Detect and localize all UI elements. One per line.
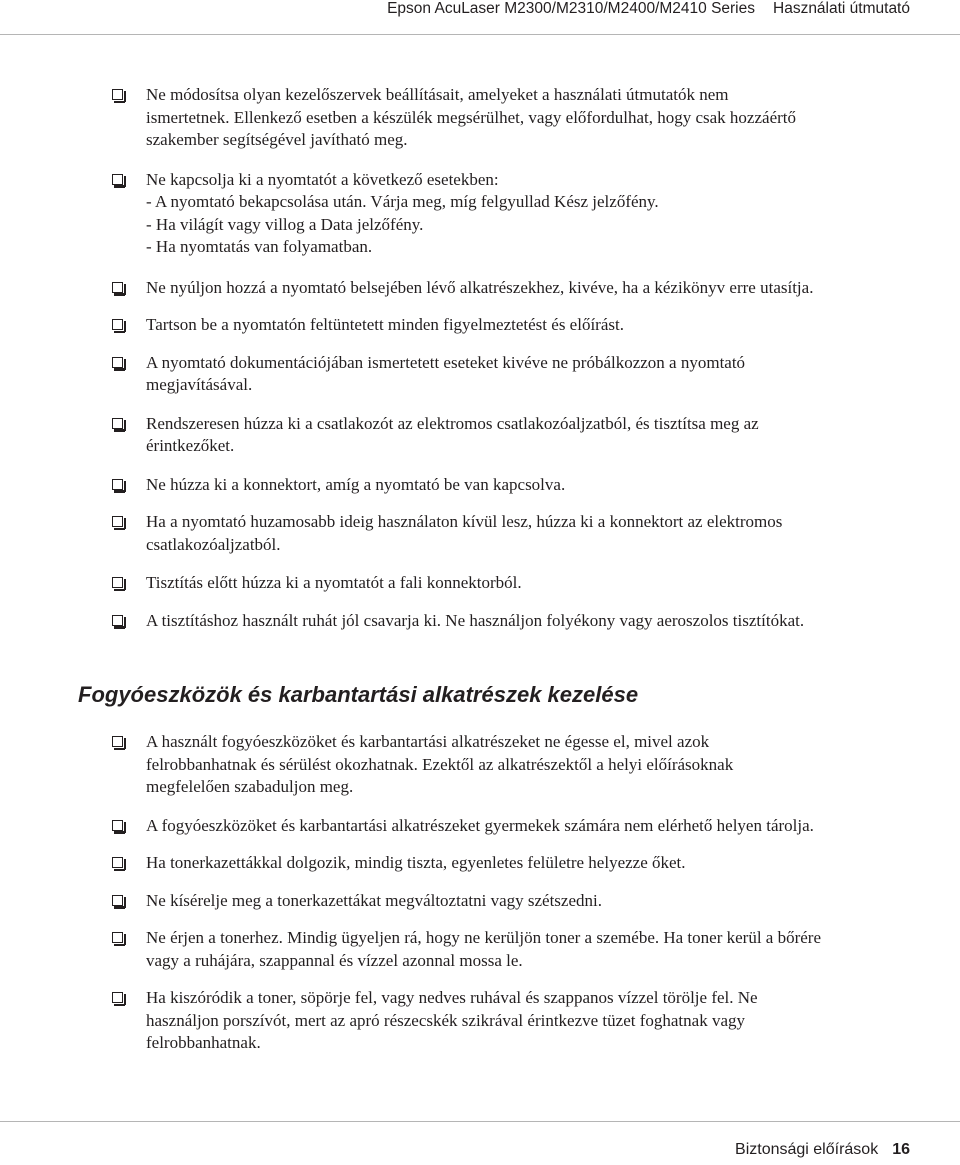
consumables-list xyxy=(112,731,892,1055)
header-divider xyxy=(0,34,960,35)
list-item-text: Ne módosítsa olyan kezelőszervek beállításait, amelyeket a használati útmutatók nem ismertetnek. Ellenkező esetben a készülék megsérülhet, vagy előfordulhat, hogy csak hozzáértő szakember segítségével javítható meg. xyxy=(146,85,797,149)
checkbox-bullet-icon xyxy=(112,479,123,490)
checkbox-bullet-icon xyxy=(112,895,123,906)
list-item xyxy=(112,815,892,838)
list-item-text: Tartson be a nyomtatón feltüntetett minden figyelmeztetést és előírást. xyxy=(146,315,624,334)
checkbox-bullet-icon xyxy=(112,820,123,831)
safety-list xyxy=(112,84,892,632)
list-item-text: Ha a nyomtató huzamosabb ideig használaton kívül lesz, húzza ki a konnektort az elektromos csatlakozóaljzatból. xyxy=(146,512,783,554)
checkbox-bullet-icon xyxy=(112,577,123,588)
list-item-text: A használt fogyóeszközöket és karbantartási alkatrészeket ne égesse el, mivel azok felrobbanhatnak és sérülést okozhatnak. Ezektől az alkatrészektől a helyi előírásoknak megfelelően szabaduljon meg. xyxy=(146,732,734,796)
checkbox-bullet-icon xyxy=(112,516,123,527)
footer-section-name: Biztonsági előírások xyxy=(735,1141,879,1158)
checkbox-bullet-icon xyxy=(112,857,123,868)
checkbox-bullet-icon xyxy=(112,89,123,100)
checkbox-bullet-icon xyxy=(112,736,123,747)
footer-divider xyxy=(0,1121,960,1122)
list-item xyxy=(112,572,892,595)
checkbox-bullet-icon xyxy=(112,615,123,626)
checkbox-bullet-icon xyxy=(112,418,123,429)
list-item-text: Rendszeresen húzza ki a csatlakozót az elektromos csatlakozóaljzatból, és tisztítsa meg az érintkezőket. xyxy=(146,413,759,455)
list-item-text: Tisztítás előtt húzza ki a nyomtatót a fali konnektorból. xyxy=(146,573,522,592)
list-item-text: A fogyóeszközöket és karbantartási alkatrészeket gyermekek számára nem elérhető helyen tárolja. xyxy=(146,815,814,835)
list-item xyxy=(112,511,892,556)
list-item xyxy=(112,731,892,799)
list-item-text: Ne kapcsolja ki a nyomtatót a következő esetekben: - A nyomtató bekapcsolása után. Várja meg, míg felgyullad Kész jelzőfény. - Ha világít vagy villog a Data jelzőfény. - Ha nyomtatás van folyamatban. xyxy=(146,169,659,256)
list-item xyxy=(112,169,892,259)
checkbox-bullet-icon xyxy=(112,357,123,368)
checkbox-bullet-icon xyxy=(112,319,123,330)
page-footer xyxy=(735,1141,910,1159)
list-item-text: Ne nyúljon hozzá a nyomtató belsejében lévő alkatrészekhez, kivéve, ha a kézikönyv erre utasítja. xyxy=(146,277,814,297)
list-item xyxy=(112,84,892,152)
section-heading: Fogyóeszközök és karbantartási alkatrészek kezelése xyxy=(78,682,639,707)
list-item xyxy=(112,474,892,497)
list-item xyxy=(112,987,892,1055)
page-header xyxy=(387,0,910,24)
checkbox-bullet-icon xyxy=(112,174,123,185)
list-item-text: A nyomtató dokumentációjában ismertetett eseteket kivéve ne próbálkozzon a nyomtató megjavításával. xyxy=(146,352,746,394)
checkbox-bullet-icon xyxy=(112,992,123,1003)
list-item xyxy=(112,610,892,633)
checkbox-bullet-icon xyxy=(112,932,123,943)
header-guide-title: Használati útmutató xyxy=(773,0,910,17)
list-item xyxy=(112,277,892,300)
checkbox-bullet-icon xyxy=(112,282,123,293)
list-item xyxy=(112,927,892,972)
list-item-text: Ne érjen a tonerhez. Mindig ügyeljen rá, hogy ne kerüljön toner a szemébe. Ha toner kerül a bőrére vagy a ruhájára, szappannal és vízzel azonnal mossa le. xyxy=(146,928,822,970)
list-item xyxy=(112,314,892,337)
list-item-text: Ne húzza ki a konnektort, amíg a nyomtató be van kapcsolva. xyxy=(146,474,566,494)
list-item-text: A tisztításhoz használt ruhát jól csavarja ki. Ne használjon folyékony vagy aeroszolos tisztítókat. xyxy=(146,610,805,630)
list-item-text: Ha kiszóródik a toner, söpörje fel, vagy nedves ruhával és szappanos vízzel törölje fel. Ne használjon porszívót, mert az apró részecskék szikrával érintkezve tüzet foghatnak vagy felrobbanhatnak. xyxy=(146,988,758,1052)
list-item xyxy=(112,852,892,875)
header-product-title: Epson AcuLaser M2300/M2310/M2400/M2410 Series xyxy=(387,0,755,17)
list-item xyxy=(112,352,892,397)
list-item-text: Ne kísérelje meg a tonerkazettákat megváltoztatni vagy szétszedni. xyxy=(146,890,602,910)
page-number: 16 xyxy=(892,1141,910,1158)
list-item-text: Ha tonerkazettákkal dolgozik, mindig tiszta, egyenletes felületre helyezze őket. xyxy=(146,853,686,872)
list-item xyxy=(112,890,892,913)
list-item xyxy=(112,413,892,458)
